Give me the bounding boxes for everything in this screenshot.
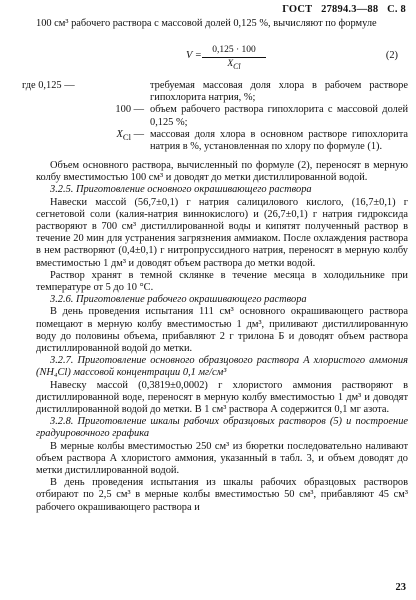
section-3-2-8-text-2: В день проведения испытания из шкалы рабочих образцовых растворов отбирают по 2,5 см³ в мерные колбы вместимостью 50 см³, прибавляют 45 см³ рабочего окрашивающего раствора и xyxy=(36,477,408,513)
header-number: 27894.3—88 xyxy=(321,4,379,15)
header-page: С. 8 xyxy=(387,4,406,15)
section-3-2-5-title: 3.2.5. Приготовление основного окрашивающего раствора xyxy=(50,184,312,196)
formula-numerator: 0,125 · 100 xyxy=(202,45,266,58)
formula-denominator-symbol: X xyxy=(227,59,234,69)
definition-text: объем рабочего раствора гипохлорита с массовой долей 0,125 %; xyxy=(150,104,408,128)
page-number: 23 xyxy=(395,581,406,593)
section-3-2-8-text: В мерные колбы вместимостью 250 см³ из бюретки последовательно наливают объем раствора А хлористого аммония, указанный в табл. 3, и объем доводят до метки дистиллированной водой. xyxy=(36,440,408,477)
definition-text: массовая доля хлора в основном растворе гипохлорита натрия в %, установленная по хлору по формуле (1). xyxy=(150,128,408,153)
definition-symbol: 100 — xyxy=(115,104,144,116)
section-3-2-8-title: 3.2.8. Приготовление шкалы рабочих образцовых растворов (5) и построение градуировочного графика xyxy=(36,416,408,440)
formula-2 xyxy=(0,45,416,71)
definition-item xyxy=(22,80,408,104)
definition-symbol-dash: — xyxy=(131,128,144,140)
definition-item xyxy=(22,104,408,128)
formula-denominator xyxy=(202,58,266,73)
formula-denominator-sub: Cl xyxy=(233,61,241,71)
definitions-list xyxy=(22,80,408,153)
definition-symbol-main: X xyxy=(116,128,123,140)
intro-paragraph xyxy=(36,18,408,30)
formula-fraction xyxy=(202,45,266,73)
paragraph-volume: Объем основного раствора, вычисленный по формуле (2), переносят в мерную колбу вместимостью 100 см³ и доводят до метки дистиллированной водой. xyxy=(36,160,408,184)
definition-symbol: где 0,125 — xyxy=(22,80,75,91)
section-3-2-7-text: Навеску массой (0,3819±0,0002) г хлористого аммония растворяют в дистиллированной воде, переносят в мерную колбу вместимостью 1 дм³ и доводят дистиллированной водой до метки. В 1 см³ раствора А содержится 0,1 мг азота. xyxy=(36,379,408,416)
intro-text: 100 см³ рабочего раствора с массовой долей 0,125 %, вычисляют по формуле xyxy=(36,18,377,29)
definition-symbol-sub: Cl xyxy=(122,131,131,142)
header-standard: ГОСТ xyxy=(282,4,313,15)
section-3-2-7-title: 3.2.7. Приготовление основного образцового раствора А хлористого аммония (NH₄Cl) массовой концентрации 0,1 мг/см³ xyxy=(36,355,408,379)
section-3-2-5-storage: Раствор хранят в темной склянке в течение месяца в холодильнике при температуре от 5 до 10 °С. xyxy=(36,269,408,294)
definition-text: требуемая массовая доля хлора в рабочем растворе гипохлорита натрия, %; xyxy=(150,80,408,104)
formula-number: (2) xyxy=(385,50,398,61)
body-text xyxy=(36,160,408,514)
section-3-2-5-text: Навески массой (56,7±0,1) г натрия салицилового кислого, (16,7±0,1) г сегнетовой соли (калия-натрия виннокислого) и (26,7±0,1) г натрия гидроксида растворяют в 700 см³ дистиллированной воды и кипятят полученный раствор в течение 20 мин для устранения загрязнения аммиаком. После охлаждения раствора в нем растворяют (0,4±0,1) г нитропруссидного натрия, переносят в мерную колбу вместимостью 1 дм³ и доводят объем раствора до метки водой. xyxy=(36,196,408,269)
page-header xyxy=(276,4,406,16)
formula-lhs: V = xyxy=(186,50,202,61)
definition-symbol xyxy=(22,129,144,143)
section-3-2-6-text: В день проведения испытания 111 см³ основного окрашивающего раствора помещают в мерную колбу вместимостью 1 дм³, приливают дистиллированную воду до половины объема, прибавляют 2 г трилона Б и доводят объем раствора дистиллированной водой до метки. xyxy=(36,306,408,355)
section-3-2-6-title: 3.2.6. Приготовление рабочего окрашивающего раствора xyxy=(50,294,307,306)
definition-item xyxy=(22,129,408,153)
